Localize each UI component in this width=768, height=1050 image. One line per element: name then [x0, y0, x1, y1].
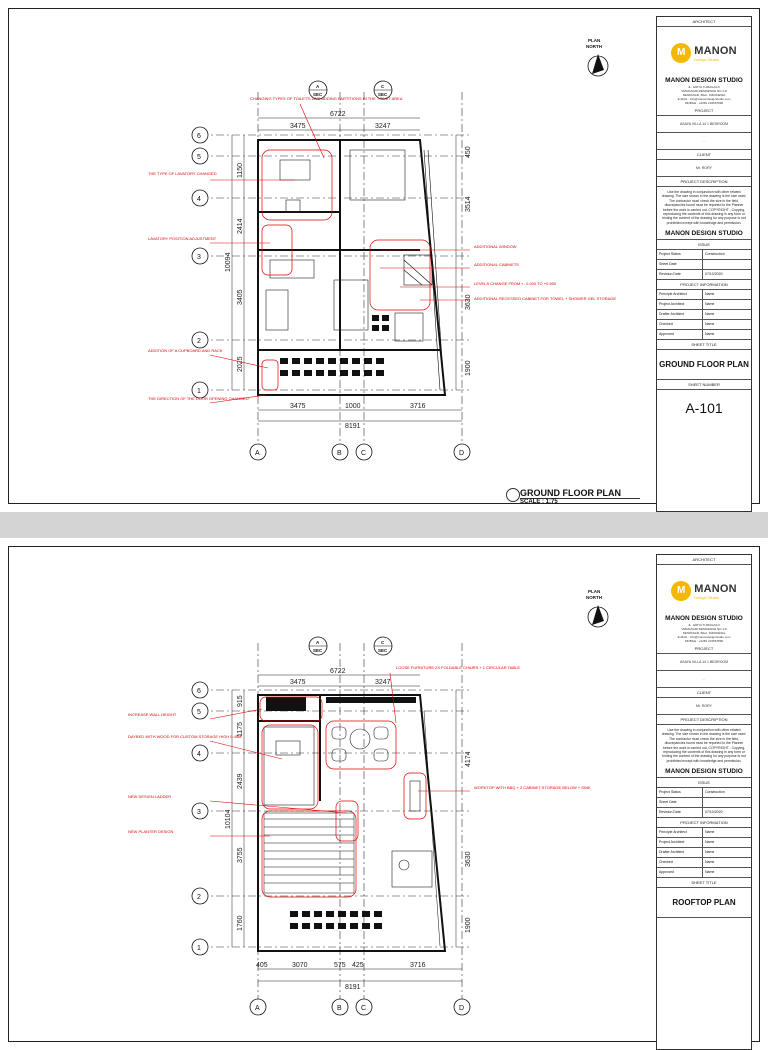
issue-label: ISSUE — [657, 778, 751, 788]
description-text: Use the drawing in conjunction with other related drawing. The size shown in the drawing is the size used. The contractor must check the size in the field, discrepancies found must be reported to the Planner before the work is carried out. COPYRIGHT - Copying, reproducing the contents of this drawing in any form or hinting the content of the drawing for any purpose is not prohibited except with knowledge and permission. — [661, 190, 747, 225]
svg-text:SEC: SEC — [313, 92, 323, 97]
svg-text:1900: 1900 — [465, 917, 472, 933]
logo-sub: Design Studio — [694, 594, 720, 600]
svg-text:ADDITIONAL RECESSED CABINET FO: ADDITIONAL RECESSED CABINET FOR TOWEL + SHOWER GEL STORAGE — [474, 296, 617, 301]
svg-text:NEW PLANTER DESIGN: NEW PLANTER DESIGN — [128, 829, 174, 834]
project-name: ASAYA VILLA 14 1 BEDROOM — [657, 654, 751, 671]
project-status-row: Project Status Construction — [657, 250, 751, 260]
svg-text:THE TYPE OF LAVATORY CHANGED: THE TYPE OF LAVATORY CHANGED — [148, 171, 217, 176]
sheet-title-label: SHEET TITLE — [657, 878, 751, 888]
role-row: Principle Architect Name — [657, 290, 751, 300]
project-info-label: PROJECT INFORMATION — [657, 818, 751, 828]
sheet-rooftop — [0, 538, 768, 1050]
ground-floor-plan-drawing — [0, 0, 650, 512]
svg-text:B: B — [337, 1005, 342, 1012]
svg-text:NEW DESIGN LADDER: NEW DESIGN LADDER — [128, 794, 172, 799]
svg-text:A: A — [316, 84, 320, 89]
sheet-title-label: SHEET TITLE — [657, 340, 751, 350]
studio-name: MANON DESIGN STUDIO — [665, 615, 743, 622]
note-top: CHANGING TYPES OF TOILETS, AND ADDING PARTITIONS IN THE TOILET AREA — [250, 96, 403, 101]
studio-logo — [657, 565, 751, 613]
svg-text:8191: 8191 — [345, 984, 361, 991]
svg-text:3630: 3630 — [465, 851, 472, 867]
svg-text:4: 4 — [197, 751, 201, 758]
svg-text:1: 1 — [197, 945, 201, 952]
project-dash: - — [657, 671, 751, 688]
svg-text:575: 575 — [334, 962, 346, 969]
architect-label: ARCHITECT — [657, 555, 751, 565]
svg-text:PLAN: PLAN — [588, 589, 601, 594]
sheet-title: GROUND FLOOR PLAN — [657, 350, 751, 380]
svg-text:3475: 3475 — [290, 123, 306, 130]
svg-text:4: 4 — [197, 196, 201, 203]
project-name: ASAYA VILLA 14 1 BEDROOM — [657, 116, 751, 133]
svg-text:6722: 6722 — [330, 111, 346, 118]
client-name: Mr. RORY — [657, 698, 751, 715]
plan-scale: SCALE : 1:75 — [520, 499, 558, 505]
issue-label: ISSUE — [657, 240, 751, 250]
svg-text:PLAN: PLAN — [588, 38, 601, 43]
architect-label: ARCHITECT — [657, 17, 751, 27]
building-walls — [258, 140, 445, 395]
grid-col-bubbles — [250, 444, 470, 460]
plan-title-marker — [506, 488, 520, 502]
notes-right — [474, 244, 616, 301]
svg-text:C: C — [381, 640, 385, 645]
sheet-title: ROOFTOP PLAN — [657, 888, 751, 918]
svg-text:915: 915 — [237, 695, 244, 707]
svg-text:NORTH: NORTH — [586, 595, 602, 600]
rooftop-plan-drawing — [0, 538, 650, 1050]
svg-text:3247: 3247 — [375, 123, 391, 130]
svg-text:A: A — [255, 450, 260, 457]
svg-text:3716: 3716 — [410, 403, 426, 410]
svg-text:2414: 2414 — [237, 218, 244, 234]
studio-name-2: MANON DESIGN STUDIO — [657, 228, 751, 240]
description-label: PROJECT DESCRIPTION — [657, 177, 751, 187]
svg-text:10094: 10094 — [225, 252, 232, 272]
sheet-date-row: Sheet Date — [657, 260, 751, 270]
svg-text:6722: 6722 — [330, 668, 346, 675]
svg-text:2439: 2439 — [237, 773, 244, 789]
svg-text:2: 2 — [197, 338, 201, 345]
svg-text:C: C — [361, 1005, 367, 1012]
studio-name: MANON DESIGN STUDIO — [665, 77, 743, 84]
client-label: CLIENT — [657, 150, 751, 160]
project-info-label: PROJECT INFORMATION — [657, 280, 751, 290]
svg-text:ADDITIONAL CABINETS: ADDITIONAL CABINETS — [474, 262, 519, 267]
svg-text:THE DIRECTION OF THE DOOR OPEN: THE DIRECTION OF THE DOOR OPENING CHANGED — [148, 396, 249, 401]
role-row: Approved Name — [657, 868, 751, 878]
grid-col-bubbles — [250, 999, 470, 1015]
client-label: CLIENT — [657, 688, 751, 698]
sheet-date-row: Sheet Date — [657, 798, 751, 808]
svg-text:450: 450 — [465, 146, 472, 158]
svg-text:4174: 4174 — [465, 751, 472, 767]
logo-mark-icon — [671, 43, 691, 63]
svg-text:LAVATORY POSITION ADJUSTMENT: LAVATORY POSITION ADJUSTMENT — [148, 236, 217, 241]
svg-text:B: B — [337, 450, 342, 457]
svg-text:6: 6 — [197, 688, 201, 695]
description-label: PROJECT DESCRIPTION — [657, 715, 751, 725]
svg-text:DAYBED WITH WOOD FOR CUSTOM ST: DAYBED WITH WOOD FOR CUSTOM STORAGE HIGH 0.45M — [128, 734, 242, 739]
north-arrow — [586, 589, 608, 627]
role-row: Project Architect Name — [657, 838, 751, 848]
svg-text:1: 1 — [197, 388, 201, 395]
svg-text:SEC: SEC — [378, 92, 388, 97]
role-row: Checked Name — [657, 320, 751, 330]
grid-row-bubbles — [192, 127, 208, 398]
svg-text:INCREASE WALL HEIGHT: INCREASE WALL HEIGHT — [128, 712, 177, 717]
north-arrow — [586, 38, 608, 76]
note-right: WORKTOP WITH BBQ + 2 CABINET STORAGE BELOW + SINK — [474, 785, 591, 790]
furniture — [264, 727, 432, 887]
studio-address: JL. GRIYA TUMAGAS II VRIMASARI RESIDENCE NO.1-8 DENPASAR, BALI, INDONESIA E-MAIL : info@manondesignstudio.com MOBILE : +6281 234567890 — [677, 85, 731, 105]
svg-text:3: 3 — [197, 254, 201, 261]
revision-date-row: Revision Date 07/10/2020 — [657, 270, 751, 280]
svg-text:LEVELS CHANGE FROM +- 0.000 TO: LEVELS CHANGE FROM +- 0.000 TO +0.550 — [474, 281, 557, 286]
svg-text:SEC: SEC — [378, 648, 388, 653]
project-dash: - — [657, 133, 751, 150]
role-row: Project Architect Name — [657, 300, 751, 310]
svg-text:C: C — [381, 84, 385, 89]
studio-address: JL. GRIYA TUMAGAS II VRIMASARI RESIDENCE NO.1-8 DENPASAR, BALI, INDONESIA E-MAIL : info@manondesignstudio.com MOBILE : +6281 234567890 — [677, 623, 731, 643]
note-top: LOOSE FURNITURE 2X FOLDABLE CHAIRS + 1 CIRCULAR TABLE — [396, 665, 520, 670]
svg-text:D: D — [459, 1005, 465, 1012]
svg-text:10104: 10104 — [225, 809, 232, 829]
revision-date-row: Revision Date 07/10/2020 — [657, 808, 751, 818]
svg-text:3716: 3716 — [410, 962, 426, 969]
logo-mark-icon — [671, 581, 691, 601]
svg-text:A: A — [255, 1005, 260, 1012]
plan-title: GROUND FLOOR PLAN — [520, 488, 621, 498]
role-row: Checked Name — [657, 858, 751, 868]
section-marker-a — [309, 637, 327, 655]
sheet-number: A-101 — [685, 400, 723, 417]
grid-row-bubbles — [192, 682, 208, 955]
section-marker-c — [374, 637, 392, 655]
svg-text:3: 3 — [197, 809, 201, 816]
logo-sub: Design Studio — [694, 56, 720, 62]
svg-text:ADDITIONAL WINDOW: ADDITIONAL WINDOW — [474, 244, 517, 249]
svg-text:2: 2 — [197, 894, 201, 901]
role-row: Approved Name — [657, 330, 751, 340]
title-block — [656, 554, 752, 1050]
svg-text:5: 5 — [197, 154, 201, 161]
logo-main: MANON — [694, 44, 737, 57]
sheet-ground-floor — [0, 0, 768, 512]
svg-text:405: 405 — [256, 962, 268, 969]
svg-text:NORTH: NORTH — [586, 44, 602, 49]
project-label: PROJECT — [657, 644, 751, 654]
sheet-number-label: SHEET NUMBER — [657, 380, 751, 390]
svg-text:3405: 3405 — [237, 289, 244, 305]
svg-text:1150: 1150 — [237, 162, 244, 178]
svg-text:3070: 3070 — [292, 962, 308, 969]
svg-text:3514: 3514 — [465, 196, 472, 212]
svg-text:3475: 3475 — [290, 679, 306, 686]
svg-text:C: C — [361, 450, 367, 457]
svg-text:3755: 3755 — [237, 847, 244, 863]
role-row: Principle Architect Name — [657, 828, 751, 838]
role-row: Drafter Architect Name — [657, 310, 751, 320]
svg-text:SEC: SEC — [313, 648, 323, 653]
description-text: Use the drawing in conjunction with other related drawing. The size shown in the drawing is the size used. The contractor must check the size in the field, discrepancies found must be reported to the Planner before the work is carried out. COPYRIGHT - Copying, reproducing the contents of this drawing in any form or hinting the content of the drawing for any purpose is not prohibited except with knowledge and permission. — [661, 728, 747, 763]
svg-text:3475: 3475 — [290, 403, 306, 410]
page-separator — [0, 512, 768, 538]
svg-text:3630: 3630 — [465, 294, 472, 310]
svg-text:3247: 3247 — [375, 679, 391, 686]
svg-text:425: 425 — [352, 962, 364, 969]
svg-text:1760: 1760 — [237, 915, 244, 931]
planter-hatch — [264, 711, 440, 946]
studio-name-2: MANON DESIGN STUDIO — [657, 766, 751, 778]
floor-tiles — [280, 315, 389, 376]
logo-main: MANON — [694, 582, 737, 595]
svg-text:6: 6 — [197, 133, 201, 140]
role-row: Drafter Architect Name — [657, 848, 751, 858]
svg-text:1000: 1000 — [345, 403, 361, 410]
svg-text:1175: 1175 — [237, 721, 244, 737]
studio-logo — [657, 27, 751, 75]
svg-text:A: A — [316, 640, 320, 645]
project-status-row: Project Status Construction — [657, 788, 751, 798]
furniture — [266, 150, 423, 341]
client-name: Mr. RORY — [657, 160, 751, 177]
dims-top — [258, 118, 420, 130]
svg-text:8191: 8191 — [345, 423, 361, 430]
title-block — [656, 16, 752, 512]
svg-text:2025: 2025 — [237, 356, 244, 372]
svg-text:D: D — [459, 450, 465, 457]
project-label: PROJECT — [657, 106, 751, 116]
svg-text:5: 5 — [197, 709, 201, 716]
svg-text:ADDITION OF A CUPBOARD AND RAC: ADDITION OF A CUPBOARD AND RACK — [148, 348, 223, 353]
svg-text:1900: 1900 — [465, 360, 472, 376]
